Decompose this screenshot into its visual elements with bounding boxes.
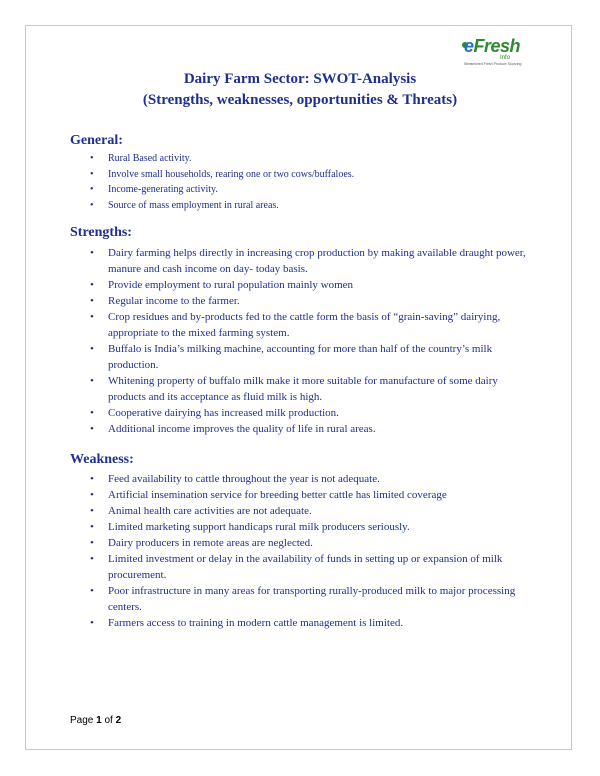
list-item-text: Poor infrastructure in many areas for transporting rurally-produced milk to major processing centers.	[108, 585, 516, 613]
list-item-text: Rural Based activity.	[108, 153, 192, 164]
footer-page-total: 2	[115, 715, 122, 726]
strengths-list	[90, 245, 530, 437]
list-item-text: Dairy producers in remote areas are neglected.	[108, 537, 313, 549]
list-item-text: Additional income improves the quality of life in rural areas.	[108, 423, 376, 435]
list-item	[90, 373, 530, 405]
list-item	[90, 405, 530, 421]
bullet-icon: •	[90, 168, 94, 180]
section-heading-strengths: Strengths:	[70, 225, 132, 240]
logo-brand-name: Fresh	[473, 36, 521, 56]
list-item	[90, 519, 530, 535]
bullet-icon: •	[90, 489, 94, 501]
list-item	[90, 421, 530, 437]
bullet-icon: •	[90, 375, 94, 387]
general-list	[90, 151, 530, 213]
list-item-text: Regular income to the farmer.	[108, 295, 240, 307]
bullet-icon: •	[90, 585, 94, 597]
bullet-icon: •	[90, 311, 94, 323]
bullet-icon: •	[90, 423, 94, 435]
list-item	[90, 309, 530, 341]
list-item-text: Buffalo is India’s milking machine, accounting for more than half of the country’s milk production.	[108, 343, 493, 371]
bullet-icon: •	[90, 279, 94, 291]
list-item-text: Provide employment to rural population mainly women	[108, 279, 354, 291]
bullet-icon: •	[90, 199, 94, 211]
list-item-text: Artificial insemination service for breeding better cattle has limited coverage	[108, 489, 447, 501]
bullet-icon: •	[90, 505, 94, 517]
list-item-text: Whitening property of buffalo milk make it more suitable for manufacture of some dairy products and its acceptance as fluid milk is high.	[108, 375, 498, 403]
footer-of-label: of	[104, 715, 113, 726]
list-item-text: Crop residues and by-products fed to the cattle form the basis of “grain-saving” dairying, appropriate to the mixed farming system.	[108, 311, 501, 339]
list-item	[90, 167, 530, 183]
list-item	[90, 503, 530, 519]
list-item	[90, 151, 530, 167]
list-item-text: Source of mass employment in rural areas.	[108, 199, 279, 211]
list-item-text: Cooperative dairying has increased milk production.	[108, 407, 339, 419]
section-heading-weakness: Weakness:	[70, 452, 134, 467]
list-item	[90, 198, 530, 214]
document-title: Dairy Farm Sector: SWOT-Analysis	[183, 71, 417, 87]
weakness-list	[90, 471, 530, 631]
logo-brand-prefix: e	[464, 36, 474, 56]
footer-page-label: Page	[70, 715, 94, 726]
list-item-text: Dairy farming helps directly in increasing crop production by making available draught power, manure and cash income on day- today basis.	[108, 247, 526, 275]
bullet-icon: •	[90, 184, 94, 195]
list-item	[90, 615, 530, 631]
list-item-text: Feed availability to cattle throughout the year is not adequate.	[108, 473, 380, 485]
list-item-text: Income-generating activity.	[108, 184, 218, 195]
logo-tagline: Streamlined Fresh Produce Sourcing	[464, 62, 522, 66]
footer-page-number: 1	[96, 715, 102, 726]
bullet-icon: •	[90, 407, 94, 419]
list-item-text: Animal health care activities are not adequate.	[108, 505, 312, 517]
list-item	[90, 535, 530, 551]
list-item	[90, 277, 530, 293]
bullet-icon: •	[90, 553, 94, 565]
list-item	[90, 182, 530, 198]
document-subtitle: (Strengths, weaknesses, opportunities & Threats)	[142, 92, 458, 108]
bullet-icon: •	[90, 537, 94, 549]
list-item	[90, 471, 530, 487]
list-item-text: Limited marketing support handicaps rural milk producers seriously.	[108, 521, 410, 533]
bullet-icon: •	[90, 521, 94, 533]
bullet-icon: •	[90, 343, 94, 355]
bullet-icon: •	[90, 295, 94, 307]
list-item-text: Limited investment or delay in the availability of funds in setting up or expansion of milk procurement.	[108, 553, 503, 581]
list-item	[90, 551, 530, 583]
logo-brand	[464, 36, 520, 57]
section-heading-general: General:	[70, 133, 123, 148]
list-item-text: Farmers access to training in modern cattle management is limited.	[108, 617, 404, 629]
efresh-logo	[464, 34, 534, 68]
list-item	[90, 583, 530, 615]
bullet-icon: •	[90, 473, 94, 485]
list-item-text: Involve small households, rearing one or two cows/buffaloes.	[108, 168, 355, 180]
page-footer	[70, 715, 121, 726]
bullet-icon: •	[90, 153, 94, 164]
list-item	[90, 293, 530, 309]
list-item	[90, 341, 530, 373]
logo-sub: Info	[500, 55, 511, 61]
bullet-icon: •	[90, 247, 94, 259]
bullet-icon: •	[90, 617, 94, 629]
list-item	[90, 487, 530, 503]
list-item	[90, 245, 530, 277]
